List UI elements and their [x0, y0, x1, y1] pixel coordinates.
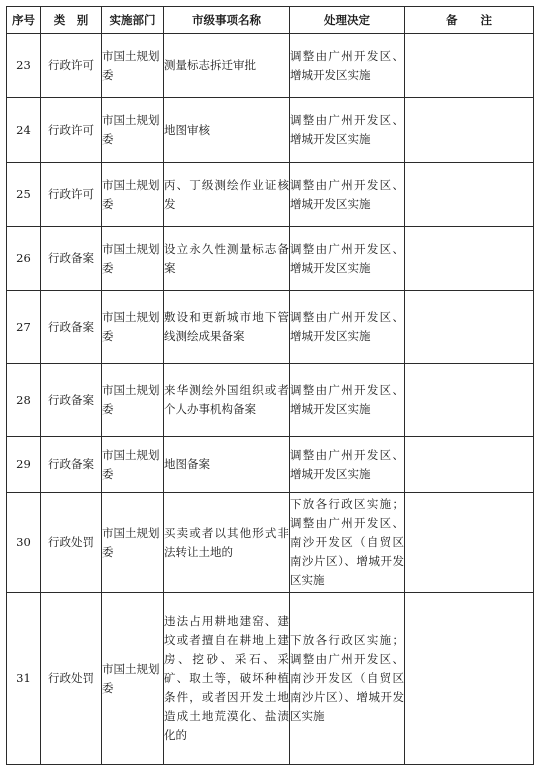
row-category: 行政许可 [41, 98, 102, 163]
row-item-name: 买卖或者以其他形式非法转让土地的 [164, 493, 290, 593]
table-header-row [7, 7, 534, 34]
row-number: 27 [7, 291, 41, 364]
table-row [7, 364, 534, 437]
table-row [7, 227, 534, 291]
row-number: 26 [7, 227, 41, 291]
row-department: 市国土规划委 [102, 227, 164, 291]
row-number: 24 [7, 98, 41, 163]
row-item-name: 来华测绘外国组织或者个人办事机构备案 [164, 364, 290, 437]
row-note [405, 493, 534, 593]
row-decision: 调整由广州开发区、增城开发区实施 [290, 163, 405, 227]
header-note: 备 注 [405, 7, 534, 34]
row-note [405, 34, 534, 98]
row-note [405, 98, 534, 163]
row-number: 30 [7, 493, 41, 593]
header-category: 类 别 [41, 7, 102, 34]
header-item: 市级事项名称 [164, 7, 290, 34]
row-item-name: 敷设和更新城市地下管线测绘成果备案 [164, 291, 290, 364]
row-department: 市国土规划委 [102, 493, 164, 593]
row-item-name: 测量标志拆迁审批 [164, 34, 290, 98]
table-row [7, 98, 534, 163]
row-category: 行政处罚 [41, 593, 102, 765]
row-note [405, 227, 534, 291]
row-decision: 下放各行政区实施；调整由广州开发区、南沙开发区（自贸区南沙片区）、增城开发区实施 [290, 493, 405, 593]
row-decision: 调整由广州开发区、增城开发区实施 [290, 34, 405, 98]
row-note [405, 291, 534, 364]
row-item-name: 违法占用耕地建窑、建坟或者擅自在耕地上建房、挖砂、采石、采矿、取土等，破坏种植条件，或者因开发土地造成土地荒漠化、盐渍化的 [164, 593, 290, 765]
row-decision: 下放各行政区实施；调整由广州开发区、南沙开发区（自贸区南沙片区）、增城开发区实施 [290, 593, 405, 765]
row-category: 行政许可 [41, 34, 102, 98]
header-decision: 处理决定 [290, 7, 405, 34]
row-department: 市国土规划委 [102, 34, 164, 98]
row-department: 市国土规划委 [102, 291, 164, 364]
row-note [405, 364, 534, 437]
row-number: 25 [7, 163, 41, 227]
row-department: 市国土规划委 [102, 364, 164, 437]
row-decision: 调整由广州开发区、增城开发区实施 [290, 291, 405, 364]
row-number: 29 [7, 437, 41, 493]
row-number: 23 [7, 34, 41, 98]
row-category: 行政备案 [41, 291, 102, 364]
row-number: 28 [7, 364, 41, 437]
row-item-name: 丙、丁级测绘作业证核发 [164, 163, 290, 227]
row-department: 市国土规划委 [102, 593, 164, 765]
row-category: 行政备案 [41, 437, 102, 493]
row-decision: 调整由广州开发区、增城开发区实施 [290, 227, 405, 291]
row-decision: 调整由广州开发区、增城开发区实施 [290, 98, 405, 163]
table-row [7, 493, 534, 593]
table-row [7, 437, 534, 493]
row-decision: 调整由广州开发区、增城开发区实施 [290, 437, 405, 493]
row-decision: 调整由广州开发区、增城开发区实施 [290, 364, 405, 437]
table-row [7, 34, 534, 98]
document-table [6, 6, 534, 765]
header-dept: 实施部门 [102, 7, 164, 34]
row-note [405, 163, 534, 227]
row-department: 市国土规划委 [102, 163, 164, 227]
table-body [7, 34, 534, 765]
table-row [7, 593, 534, 765]
row-item-name: 设立永久性测量标志备案 [164, 227, 290, 291]
row-department: 市国土规划委 [102, 98, 164, 163]
table-row [7, 163, 534, 227]
row-note [405, 437, 534, 493]
table-row [7, 291, 534, 364]
row-category: 行政处罚 [41, 493, 102, 593]
row-item-name: 地图备案 [164, 437, 290, 493]
row-number: 31 [7, 593, 41, 765]
row-department: 市国土规划委 [102, 437, 164, 493]
row-category: 行政备案 [41, 364, 102, 437]
row-item-name: 地图审核 [164, 98, 290, 163]
row-note [405, 593, 534, 765]
header-no: 序号 [7, 7, 41, 34]
row-category: 行政备案 [41, 227, 102, 291]
row-category: 行政许可 [41, 163, 102, 227]
